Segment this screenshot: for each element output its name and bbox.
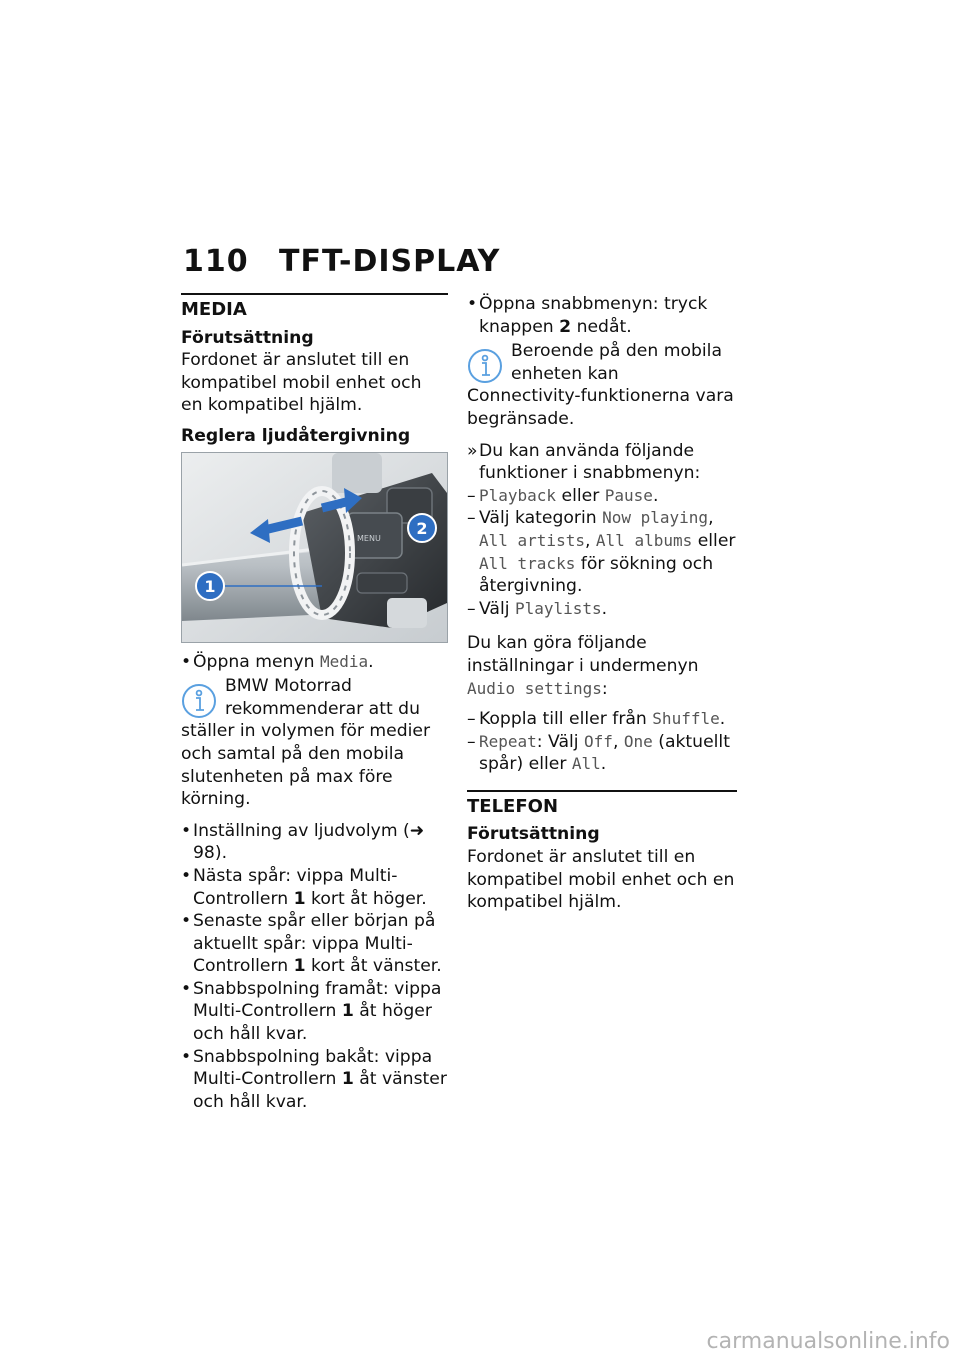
media-precondition-heading: Förutsättning [181, 327, 314, 348]
chapter-title: TFT-DISPLAY [279, 244, 501, 279]
shuffle-item: – Koppla till eller från Shuffle. [467, 709, 726, 730]
open-media-item: • Öppna menyn Media. [181, 651, 448, 674]
watermark: carmanualsonline.info [706, 1329, 950, 1354]
play-pause-item: – Playback eller Pause. [467, 485, 659, 506]
figure-label-2: 2 [416, 518, 428, 538]
volume-heading: Reglera ljudåtergivning [181, 425, 411, 446]
telefon-precondition-text: Fordonet är anslutet till en kompatibel mobil enhet och en kompatibel hjälm. [467, 847, 735, 913]
note-connectivity-text: Beroende på den mobila enheten kan Connectivity-funktionerna vara begränsade. [467, 341, 734, 429]
figure-label-1: 1 [204, 576, 216, 596]
right-column [467, 293, 737, 922]
note-connectivity [467, 340, 737, 430]
quick-menu-item: • Öppna snabbmenyn: tryck knappen 2 nedåt. [467, 293, 737, 338]
playlists-item: – Välj Playlists. [467, 598, 608, 619]
page-header [183, 244, 500, 279]
page-number: 110 [183, 244, 249, 279]
media-section-title: MEDIA [181, 293, 448, 322]
rewind-item: • Snabbspolning bakåt: vippa Multi-Controllern 1 åt vänster och håll kvar. [181, 1046, 448, 1114]
next-track-item: • Nästa spår: vippa Multi-Controllern 1 kort åt höger. [181, 865, 448, 910]
arrow-icon: ➜ [409, 820, 425, 841]
info-icon [467, 348, 503, 384]
left-column [181, 293, 448, 1113]
telefon-section-title: TELEFON [467, 790, 737, 819]
info-icon [181, 683, 217, 719]
note-volume-text: BMW Motorrad rekommenderar att du ställer in volymen för medier och samtal på den mobila slutenheten på max före körning. [181, 676, 431, 810]
functions-intro: » Du kan använda följande funktioner i snabbmenyn: [467, 440, 701, 484]
category-item: – Välj kategorin Now playing, All artists, All albums eller All tracks för sökning och återgivning. [467, 508, 736, 597]
fast-forward-item: • Snabbspolning framåt: vippa Multi-Controllern 1 åt höger och håll kvar. [181, 978, 448, 1046]
multi-controller-figure [181, 452, 448, 643]
figure-menu-text: MENU [357, 533, 381, 543]
note-volume [181, 675, 448, 811]
settings-intro: Du kan göra följande inställningar i undermenyn Audio settings: [467, 633, 699, 699]
telefon-precondition-heading: Förutsättning [467, 824, 600, 845]
media-precondition-text: Fordonet är anslutet till en kompatibel mobil enhet och en kompatibel hjälm. [181, 350, 422, 416]
repeat-item: – Repeat: Välj Off, One (aktuellt spår) eller All. [467, 731, 730, 775]
prev-track-item: • Senaste spår eller början på aktuellt spår: vippa Multi-Controllern 1 kort åt vänster. [181, 910, 448, 978]
volume-setting-item: • Inställning av ljudvolym (➜ 98). [181, 820, 448, 865]
